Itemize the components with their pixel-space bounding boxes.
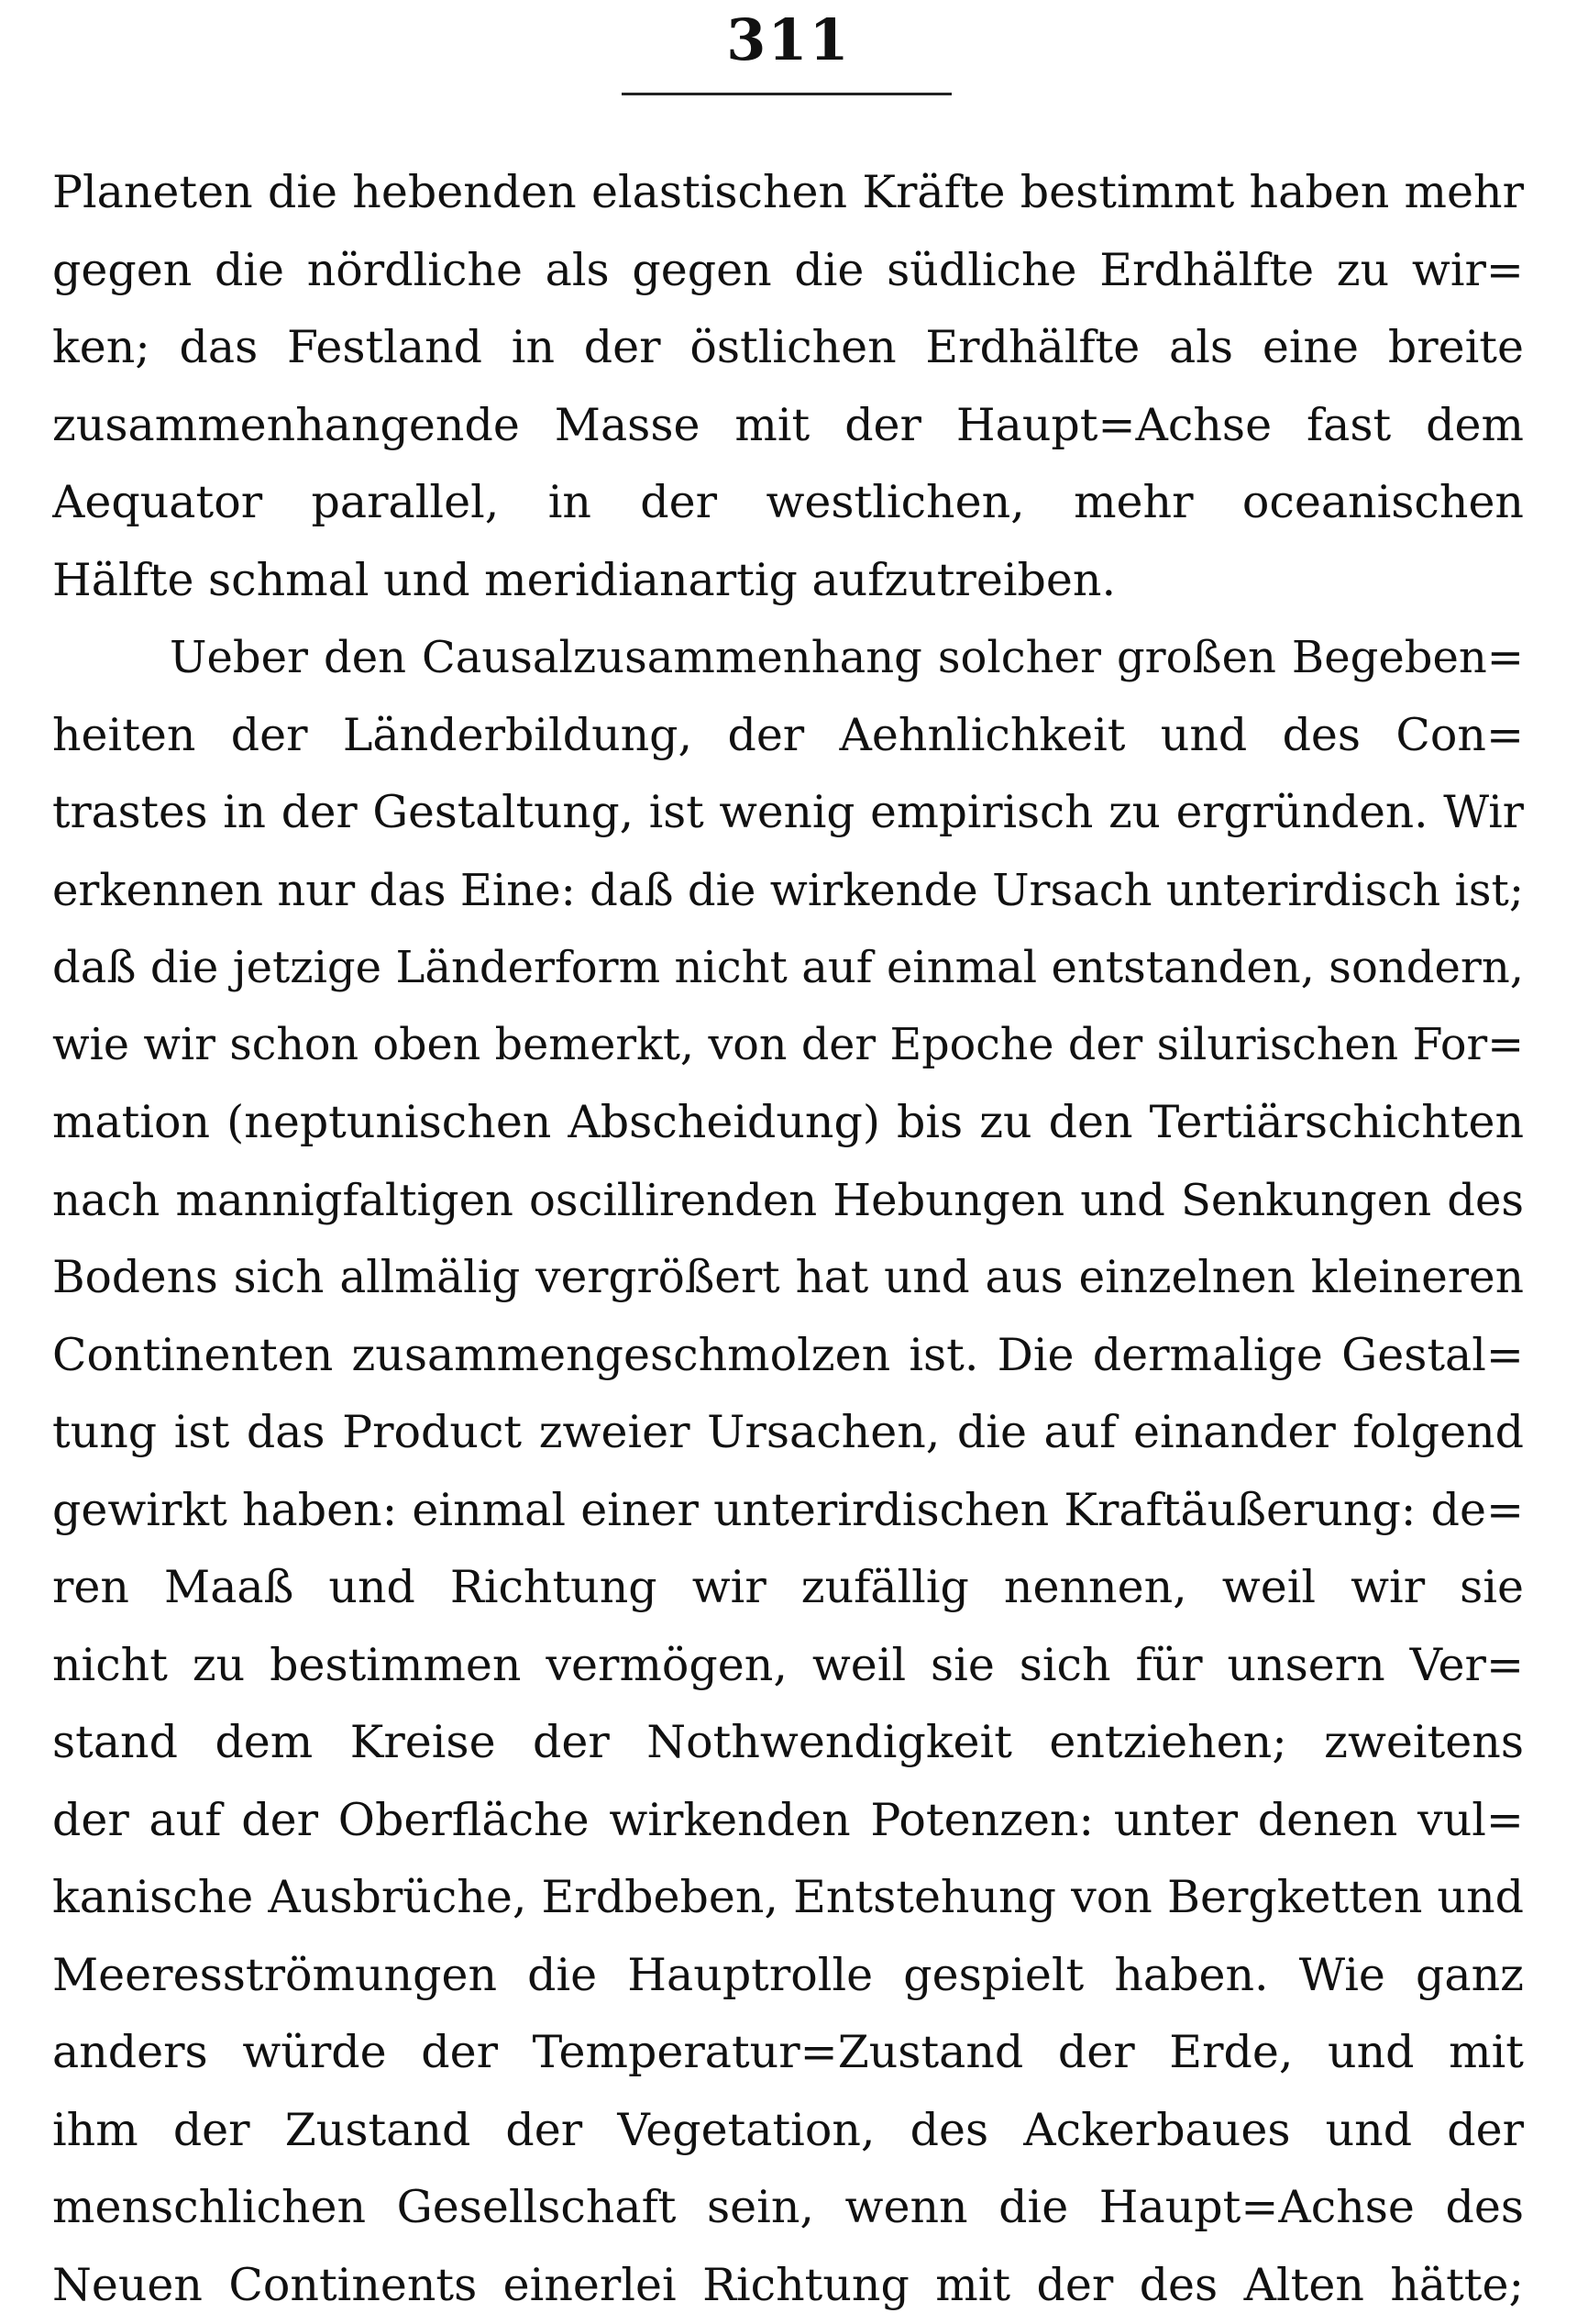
text-line: tung ist das Product zweier Ursachen, die auf einander folgend <box>52 1394 1524 1472</box>
text-line: Continenten zusammengeschmolzen ist. Die dermalige Gestal= <box>52 1317 1524 1395</box>
text-line: zusammenhangende Masse mit der Haupt=Achse fast dem <box>52 387 1524 465</box>
text-line: Neuen Continents einerlei Richtung mit der des Alten hätte; <box>52 2247 1524 2324</box>
text-line: menschlichen Gesellschaft sein, wenn die Haupt=Achse des <box>52 2169 1524 2247</box>
body-text <box>52 154 1524 2324</box>
text-line: nicht zu bestimmen vermögen, weil sie sich für unsern Ver= <box>52 1627 1524 1705</box>
page-number: 311 <box>0 7 1577 73</box>
text-line: stand dem Kreise der Nothwendigkeit entziehen; zweitens <box>52 1704 1524 1782</box>
header-rule <box>622 93 952 95</box>
text-line: anders würde der Temperatur=Zustand der Erde, und mit <box>52 2014 1524 2092</box>
text-line: Meeresströmungen die Hauptrolle gespielt haben. Wie ganz <box>52 1937 1524 2015</box>
text-line: Planeten die hebenden elastischen Kräfte bestimmt haben mehr <box>52 154 1524 232</box>
text-line: wie wir schon oben bemerkt, von der Epoche der silurischen For= <box>52 1007 1524 1085</box>
text-line: Hälfte schmal und meridianartig aufzutreiben. <box>52 542 1524 620</box>
text-line: Ueber den Causalzusammenhang solcher großen Begeben= <box>52 619 1524 697</box>
text-line: daß die jetzige Länderform nicht auf einmal entstanden, sondern, <box>52 929 1524 1007</box>
text-line: erkennen nur das Eine: daß die wirkende Ursach unterirdisch ist; <box>52 852 1524 930</box>
text-line: ren Maaß und Richtung wir zufällig nennen, weil wir sie <box>52 1549 1524 1627</box>
text-line: ihm der Zustand der Vegetation, des Ackerbaues und der <box>52 2092 1524 2170</box>
text-line: ken; das Festland in der östlichen Erdhälfte als eine breite <box>52 309 1524 387</box>
text-line: mation (neptunischen Abscheidung) bis zu den Tertiärschichten <box>52 1084 1524 1162</box>
text-line: kanische Ausbrüche, Erdbeben, Entstehung von Bergketten und <box>52 1859 1524 1937</box>
text-line: heiten der Länderbildung, der Aehnlichkeit und des Con= <box>52 697 1524 775</box>
text-line: trastes in der Gestaltung, ist wenig empirisch zu ergründen. Wir <box>52 774 1524 852</box>
text-line: nach mannigfaltigen oscillirenden Hebungen und Senkungen des <box>52 1162 1524 1240</box>
text-line: der auf der Oberfläche wirkenden Potenzen: unter denen vul= <box>52 1782 1524 1860</box>
text-line: gegen die nördliche als gegen die südliche Erdhälfte zu wir= <box>52 232 1524 310</box>
text-line: Bodens sich allmälig vergrößert hat und aus einzelnen kleineren <box>52 1239 1524 1317</box>
text-line: gewirkt haben: einmal einer unterirdischen Kraftäußerung: de= <box>52 1472 1524 1550</box>
text-line: Aequator parallel, in der westlichen, mehr oceanischen <box>52 464 1524 542</box>
